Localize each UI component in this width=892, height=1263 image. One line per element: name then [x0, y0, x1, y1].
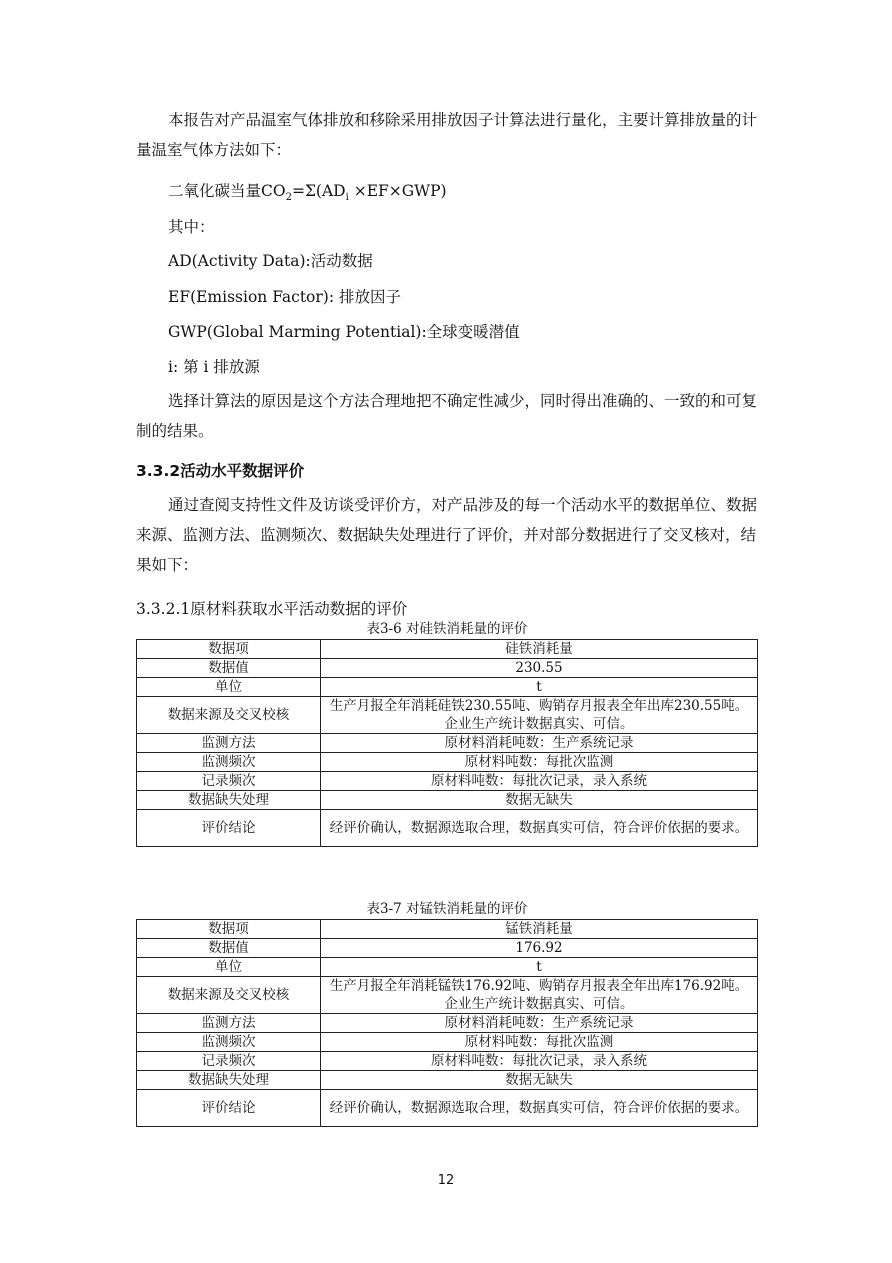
table-cell-value: 原材料消耗吨数：生产系统记录 [321, 1014, 758, 1033]
table-cell-value: 原材料吨数：每批次记录，录入系统 [321, 772, 758, 791]
table-cell-key: 数据缺失处理 [137, 1071, 321, 1090]
table-row [137, 939, 758, 958]
table-cell-key: 监测频次 [137, 753, 321, 772]
table-row [137, 640, 758, 659]
formula-subscript-i: i [345, 192, 349, 204]
table-cell-value: 原材料消耗吨数：生产系统记录 [321, 734, 758, 753]
table-cell-key: 数据缺失处理 [137, 791, 321, 810]
table-cell-key: 数据项 [137, 640, 321, 659]
formula-rest: =Σ(AD [291, 182, 346, 200]
table-row [137, 1033, 758, 1052]
table-cell-value: 原材料吨数：每批次记录，录入系统 [321, 1052, 758, 1071]
table-row [137, 1014, 758, 1033]
table2-caption: 表3-7 对锰铁消耗量的评价 [366, 901, 528, 917]
table-cell-value: 176.92 [321, 939, 758, 958]
table1-caption: 表3-6 对硅铁消耗量的评价 [366, 621, 528, 637]
table-cell-value: t [321, 958, 758, 977]
table-cell-key: 单位 [137, 678, 321, 697]
table-cell-value: 经评价确认，数据源选取合理，数据真实可信，符合评价依据的要求。 [321, 1090, 758, 1127]
table-cell-value: 原材料吨数：每批次监测 [321, 753, 758, 772]
table-cell-key: 监测方法 [137, 1014, 321, 1033]
table-cell-value: 硅铁消耗量 [321, 640, 758, 659]
table-cell-key: 数据来源及交叉校核 [137, 977, 321, 1014]
page-number: 12 [437, 1173, 455, 1188]
formula-subscript: 2 [285, 192, 292, 204]
table-row [137, 659, 758, 678]
table-cell-key: 评价结论 [137, 810, 321, 847]
table-row [137, 772, 758, 791]
table-cell-value: 锰铁消耗量 [321, 920, 758, 939]
table-cell-value: 经评价确认，数据源选取合理，数据真实可信，符合评价依据的要求。 [321, 810, 758, 847]
reason-paragraph: 选择计算法的原因是这个方法合理地把不确定性减少，同时得出准确的、一致的和可复制的结果。 [136, 392, 758, 440]
table-cell-key: 记录频次 [137, 772, 321, 791]
formula-line [168, 176, 447, 213]
table1 [136, 639, 758, 847]
table-cell-key: 单位 [137, 958, 321, 977]
table-row [137, 958, 758, 977]
table-row [137, 1052, 758, 1071]
table-cell-value: t [321, 678, 758, 697]
where-label: 其中： [168, 218, 215, 236]
table-cell-key: 记录频次 [137, 1052, 321, 1071]
subsection-heading: 3.3.2.1原材料获取水平活动数据的评价 [136, 600, 408, 618]
table2 [136, 919, 758, 1127]
section-paragraph: 通过查阅支持性文件及访谈受评价方，对产品涉及的每一个活动水平的数据单位、数据来源、监测方法、监测频次、数据缺失处理进行了评价，并对部分数据进行了交叉核对，结果如下： [136, 496, 758, 574]
table-cell-key: 数据来源及交叉校核 [137, 697, 321, 734]
table-row [137, 1090, 758, 1127]
table-row [137, 753, 758, 772]
table-cell-value: 230.55 [321, 659, 758, 678]
definition-ef: EF(Emission Factor): 排放因子 [168, 288, 401, 306]
table-cell-key: 评价结论 [137, 1090, 321, 1127]
intro-paragraph: 本报告对产品温室气体排放和移除采用排放因子计算法进行量化，主要计算排放量的计量温室气体方法如下： [136, 111, 758, 159]
definition-gwp: GWP(Global Marming Potential):全球变暖潜值 [168, 323, 520, 341]
formula-end: ×EF×GWP) [348, 182, 447, 200]
table-cell-value: 生产月报全年消耗锰铁176.92吨、购销存月报表全年出库176.92吨。企业生产统计数据真实、可信。 [321, 977, 758, 1014]
table-row [137, 791, 758, 810]
table-row [137, 734, 758, 753]
table-cell-value: 生产月报全年消耗硅铁230.55吨、购销存月报表全年出库230.55吨。企业生产统计数据真实、可信。 [321, 697, 758, 734]
table-cell-value: 数据无缺失 [321, 791, 758, 810]
section-heading: 3.3.2活动水平数据评价 [136, 462, 305, 480]
table-cell-value: 数据无缺失 [321, 1071, 758, 1090]
table-row [137, 977, 758, 1014]
formula-prefix: 二氧化碳当量CO [168, 182, 286, 200]
table-row [137, 920, 758, 939]
definition-i: i: 第 i 排放源 [168, 358, 260, 376]
table-cell-key: 监测频次 [137, 1033, 321, 1052]
table-row [137, 810, 758, 847]
table-row [137, 697, 758, 734]
table-row [137, 1071, 758, 1090]
definition-ad: AD(Activity Data):活动数据 [168, 252, 373, 270]
table-row [137, 678, 758, 697]
table-cell-key: 监测方法 [137, 734, 321, 753]
table-cell-key: 数据值 [137, 659, 321, 678]
table-cell-key: 数据值 [137, 939, 321, 958]
table-cell-key: 数据项 [137, 920, 321, 939]
table-cell-value: 原材料吨数：每批次监测 [321, 1033, 758, 1052]
